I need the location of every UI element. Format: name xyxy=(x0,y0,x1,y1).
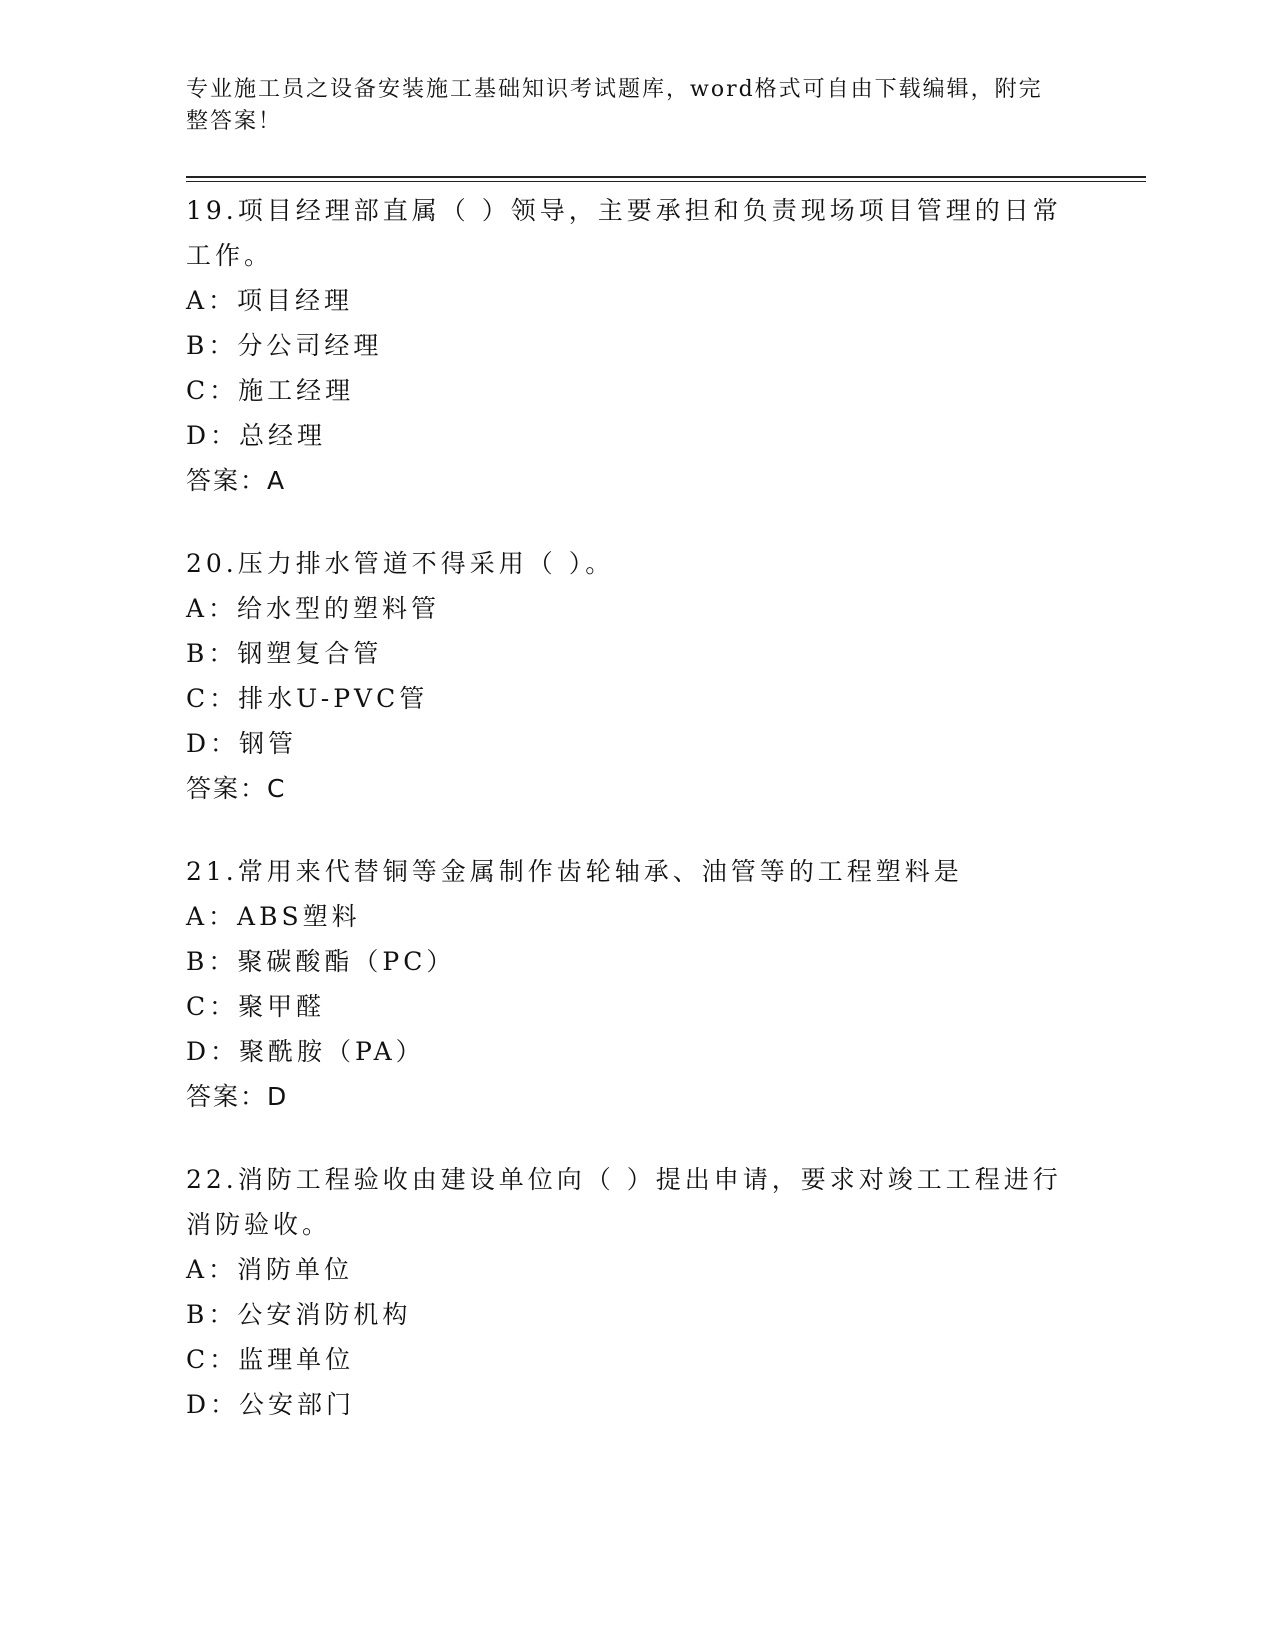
question-21 xyxy=(186,849,1066,1119)
option-d: D：公安部门 xyxy=(186,1390,356,1419)
option-a: A：项目经理 xyxy=(186,286,354,315)
header-divider-thick xyxy=(186,176,1146,178)
option-c: C：聚甲醛 xyxy=(186,992,326,1021)
option-b: B：分公司经理 xyxy=(186,331,383,360)
question-stem: 20.压力排水管道不得采用（ ）。 xyxy=(186,549,615,578)
option-b: B：聚碳酸酯（PC） xyxy=(186,947,456,976)
answer-line: 答案：A xyxy=(186,466,287,495)
option-d: D：钢管 xyxy=(186,729,298,758)
option-a: A：给水型的塑料管 xyxy=(186,594,441,623)
option-b: B：钢塑复合管 xyxy=(186,639,383,668)
question-list xyxy=(186,188,1066,1465)
answer-line: 答案：D xyxy=(186,1082,289,1111)
question-22 xyxy=(186,1157,1066,1427)
question-stem: 21.常用来代替铜等金属制作齿轮轴承、油管等的工程塑料是 xyxy=(186,857,963,886)
option-d: D：聚酰胺（PA） xyxy=(186,1037,425,1066)
option-c: C：监理单位 xyxy=(186,1345,355,1374)
option-a: A：消防单位 xyxy=(186,1255,354,1284)
answer-line: 答案：C xyxy=(186,774,287,803)
document-header: 专业施工员之设备安装施工基础知识考试题库，word格式可自由下载编辑，附完整答案！ xyxy=(186,77,1043,134)
option-a: A：ABS塑料 xyxy=(186,902,361,931)
question-20 xyxy=(186,541,1066,811)
option-c: C：施工经理 xyxy=(186,376,355,405)
question-stem: 19.项目经理部直属（ ）领导，主要承担和负责现场项目管理的日常工作。 xyxy=(186,196,1062,270)
option-d: D：总经理 xyxy=(186,421,327,450)
question-19 xyxy=(186,188,1066,503)
option-b: B：公安消防机构 xyxy=(186,1300,412,1329)
header-divider-thin xyxy=(186,181,1146,182)
option-c: C：排水U-PVC管 xyxy=(186,684,429,713)
question-stem: 22.消防工程验收由建设单位向（ ）提出申请，要求对竣工工程进行消防验收。 xyxy=(186,1165,1062,1239)
